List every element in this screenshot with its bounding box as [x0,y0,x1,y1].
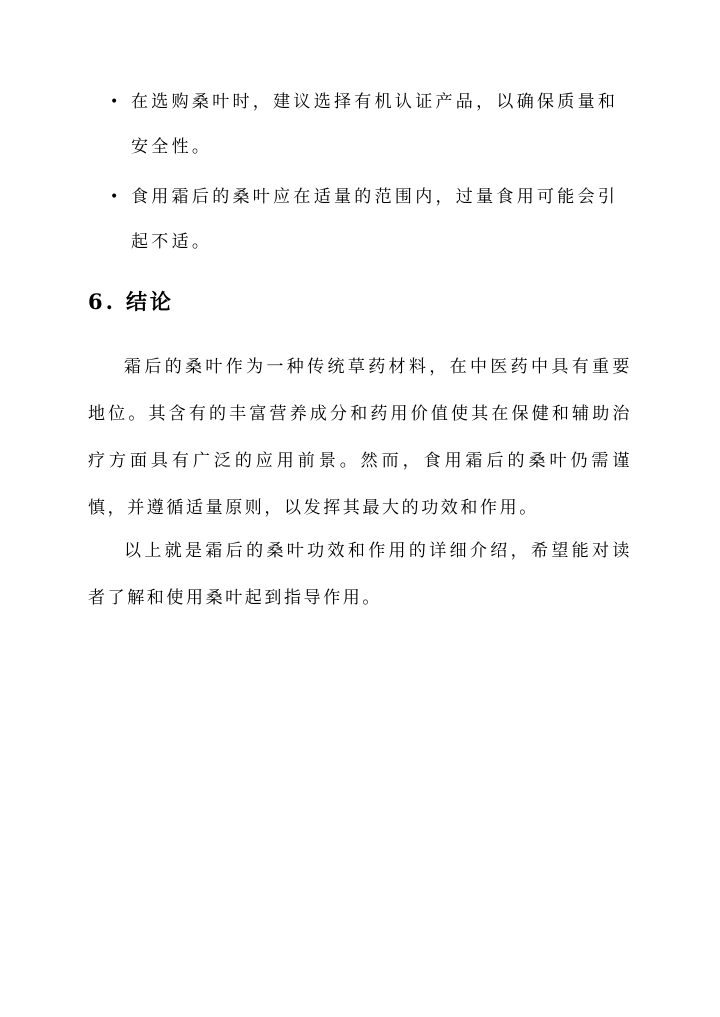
section-heading [88,282,174,322]
bullet-marker: • [110,189,122,205]
section-title: 结论 [125,289,174,314]
bullet-marker: • [110,94,122,110]
bullet-text: 在选购桑叶时，建议选择有机认证产品，以确保质量和安全性。 [131,92,619,157]
conclusion-paragraph: 霜后的桑叶作为一种传统草药材料，在中医药中具有重要地位。其含有的丰富营养成分和药用价值使其在保健和辅助治疗方面具有广泛的应用前景。然而，食用霜后的桑叶仍需谨慎，并遵循适量原则，以发挥其最大的功效和作用。 [88,357,632,518]
list-item [0,80,620,170]
section-number: 6. [88,289,116,314]
list-item [0,175,620,265]
bullet-text: 食用霜后的桑叶应在适量的范围内，过量食用可能会引起不适。 [131,187,619,252]
closing-paragraph: 以上就是霜后的桑叶功效和作用的详细介绍，希望能对读者了解和使用桑叶起到指导作用。 [88,541,632,608]
bullet-list [0,80,720,265]
